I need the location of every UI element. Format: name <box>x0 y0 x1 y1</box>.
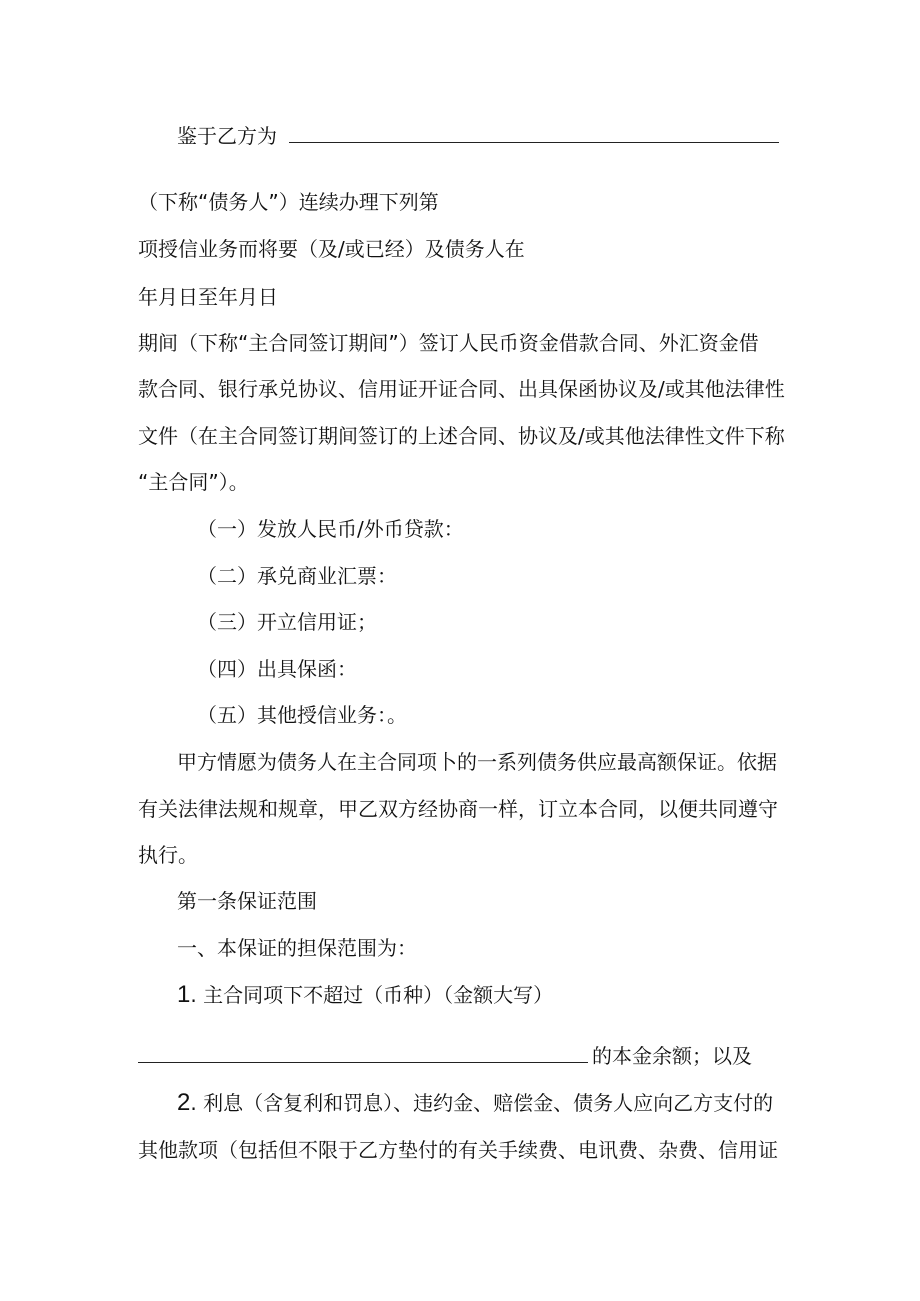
section-one-heading <box>177 936 417 960</box>
paragraph-text: 有关法律法规和规章，甲乙双方经协商一样，订立本合同，以便共同遵守 <box>138 797 778 821</box>
business-line <box>138 237 525 261</box>
guarantee-paragraph-line-1 <box>177 750 777 774</box>
paragraph-text: 甲方情愿为债务人在主合同项卜的一系列债务供应最高额保证。依据 <box>177 750 777 774</box>
amount-blank <box>138 1044 588 1063</box>
preamble-text: 鉴于乙方为 <box>177 124 277 148</box>
list-item-4 <box>197 657 357 681</box>
date-range-text: 年月日至年月日 <box>138 285 278 309</box>
list-item-1 <box>197 517 464 541</box>
debtor-line <box>138 190 439 214</box>
list-item-text: （三）开立信用证； <box>197 610 377 634</box>
article-heading-text: 第一条保证范围 <box>177 889 317 913</box>
list-item-2 <box>197 564 397 588</box>
preamble-line-1 <box>177 124 779 148</box>
clause-2-continuation <box>138 1138 778 1162</box>
clause-text: . 主合同项下不超过（币种）（金额大写） <box>190 983 554 1007</box>
date-range-line <box>138 285 278 309</box>
party-b-blank <box>289 124 779 143</box>
paragraph-text: 执行。 <box>138 843 198 867</box>
clause-number: 1 <box>177 981 191 1008</box>
principal-line <box>138 1044 752 1068</box>
paragraph-line-8 <box>138 470 249 494</box>
paragraph-text: “主合同”）。 <box>138 470 249 494</box>
business-text: 项授信业务而将要（及/或已经）及债务人在 <box>138 237 525 261</box>
paragraph-text: 文件（在主合同签订期间签订的上述合同、协议及/或其他法律性文件下称 <box>138 424 785 448</box>
list-item-3 <box>197 610 377 634</box>
debtor-text: （下称“债务人”）连续办理下列第 <box>138 190 439 214</box>
article-one-heading <box>177 889 317 913</box>
list-item-text: （二）承兑商业汇票： <box>197 564 397 588</box>
paragraph-text: 期间（下称“主合同签订期间”）签订人民币资金借款合同、外汇资金借 <box>138 331 759 355</box>
list-item-5 <box>197 703 407 727</box>
guarantee-paragraph-line-2 <box>138 797 778 821</box>
clause-number: 2 <box>177 1089 191 1116</box>
guarantee-paragraph-line-3 <box>138 843 198 867</box>
paragraph-text: 款合同、银行承兑协议、信用证开证合同、出具保函协议及/或其他法律性 <box>138 377 785 401</box>
paragraph-line-6 <box>138 377 785 401</box>
clause-text: . 利息（含复利和罚息）、违约金、赔偿金、债务人应向乙方支付的 <box>190 1091 774 1115</box>
paragraph-line-5 <box>138 331 759 355</box>
clause-text: 其他款项（包括但不限于乙方垫付的有关手续费、电讯费、杂费、信用证 <box>138 1138 778 1162</box>
list-item-text: （四）出具保函： <box>197 657 357 681</box>
section-heading-text: 一、本保证的担保范围为： <box>177 936 417 960</box>
paragraph-line-7 <box>138 424 785 448</box>
list-item-text: （五）其他授信业务：。 <box>197 703 407 727</box>
list-item-text: （一）发放人民币/外币贷款： <box>197 517 464 541</box>
principal-text: 的本金余额；以及 <box>592 1044 752 1068</box>
clause-2-line <box>177 1091 773 1115</box>
clause-1-line <box>177 983 553 1007</box>
